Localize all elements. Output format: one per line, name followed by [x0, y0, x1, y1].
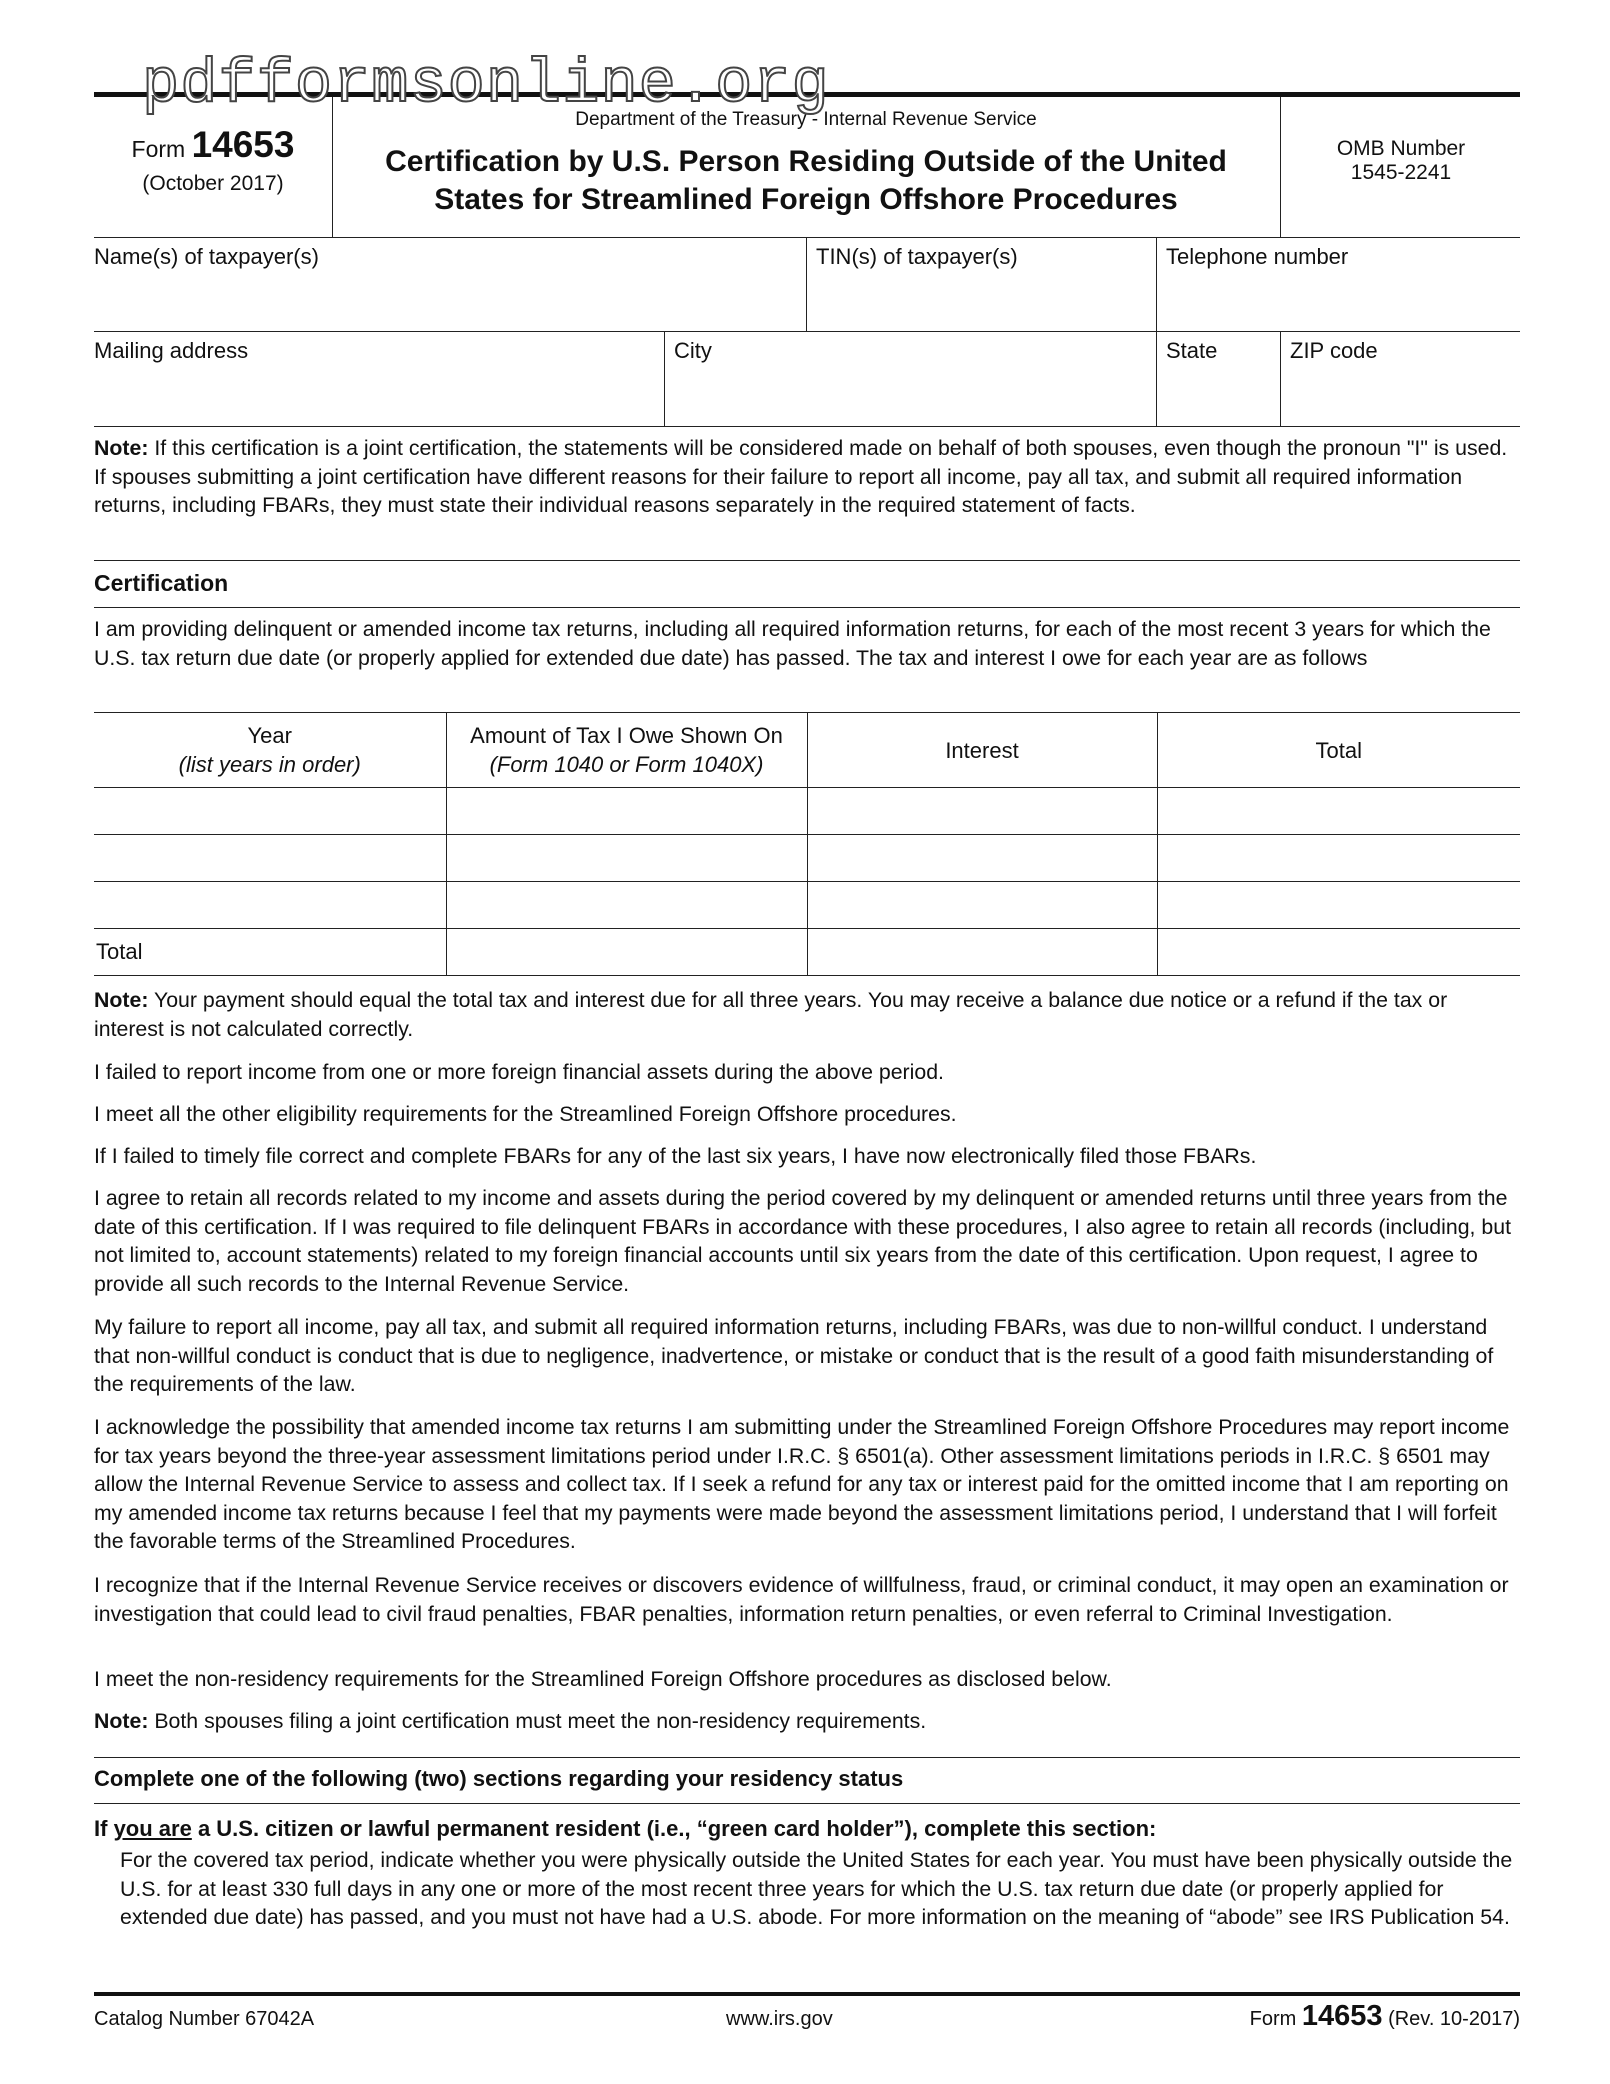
rule-cert-heading-bottom — [94, 607, 1520, 608]
rule-residency-heading-bottom — [94, 1803, 1520, 1804]
total-cell[interactable] — [1157, 788, 1520, 835]
grand-total-cell[interactable] — [1157, 929, 1520, 976]
sub-suffix: a U.S. citizen or lawful permanent resident (i.e., “green card holder”), complete this section: — [191, 1816, 1157, 1841]
divider-tin — [806, 237, 807, 331]
certification-intro: I am providing delinquent or amended income tax returns, including all required information returns, for each of the most recent 3 years for which the U.S. tax return due date (or properly applied for extended due date) has passed. The tax and interest I owe for each year are as follows — [94, 617, 1491, 670]
rule-row2-bottom — [94, 426, 1520, 427]
omb-label: OMB Number — [1336, 137, 1466, 160]
sub-prefix: If — [94, 1816, 114, 1841]
divider-city — [664, 331, 665, 426]
note-text: Both spouses filing a joint certification must meet the non-residency requirements. — [148, 1709, 927, 1733]
form-title — [332, 143, 1280, 219]
interest-cell[interactable] — [807, 788, 1157, 835]
footer-form-word: Form — [1249, 2008, 1297, 2030]
total-tax-cell[interactable] — [446, 929, 807, 976]
omb-number: 1545-2241 — [1350, 161, 1452, 184]
interest-cell[interactable] — [807, 882, 1157, 929]
col-tax-label: Amount of Tax I Owe Shown On — [470, 723, 783, 748]
form-number: 14653 — [191, 124, 295, 165]
bottom-rule — [94, 1992, 1520, 1996]
footer-rev: (Rev. 10-2017) — [1388, 2008, 1520, 2030]
table-total-row — [94, 929, 1520, 976]
certification-heading: Certification — [94, 570, 229, 596]
table-row — [94, 835, 1520, 882]
payment-note — [94, 986, 1520, 1043]
tax-cell[interactable] — [446, 788, 807, 835]
table-row — [94, 788, 1520, 835]
joint-note — [94, 434, 1520, 520]
divider-phone — [1156, 237, 1157, 331]
total-cell[interactable] — [1157, 882, 1520, 929]
footer-form-number: 14653 — [1301, 2000, 1383, 2032]
form-title-line1: Certification by U.S. Person Residing Outside of the United — [385, 145, 1227, 178]
state-field[interactable]: State — [1166, 338, 1218, 363]
omb-box — [1280, 97, 1521, 237]
statement-4: I agree to retain all records related to my income and assets during the period covered by my delinquent or amended returns until three years from the date of this certification. If I was required to file delinquent FBARs in accordance with these procedures, I also agree to retain all records (including, but not limited to, account statements) related to my foreign financial accounts until six years from the date of this certification. Upon request, I agree to provide all such records to the Internal Revenue Service. — [94, 1186, 1511, 1296]
catalog-number: Catalog Number 67042A — [94, 2008, 315, 2030]
col-tax-sub: (Form 1040 or Form 1040X) — [489, 752, 764, 777]
spouses-note — [94, 1707, 1520, 1736]
names-field[interactable]: Name(s) of taxpayer(s) — [94, 244, 319, 269]
city-field[interactable]: City — [674, 338, 712, 363]
col-total: Total — [1157, 713, 1520, 788]
total-row-label: Total — [94, 929, 446, 976]
tin-field[interactable]: TIN(s) of taxpayer(s) — [816, 244, 1018, 269]
col-year-sub: (list years in order) — [178, 752, 361, 777]
statement-2: I meet all the other eligibility requirements for the Streamlined Foreign Offshore procedures. — [94, 1102, 957, 1126]
tax-interest-table — [94, 712, 1520, 976]
sub-underlined: you are — [113, 1816, 192, 1841]
year-cell[interactable] — [94, 788, 446, 835]
tax-cell[interactable] — [446, 835, 807, 882]
statement-6: I acknowledge the possibility that amended income tax returns I am submitting under the Streamlined Foreign Offshore Procedures may report income for tax years beyond the three-year assessment limitations period under I.R.C. § 6501(a). Other assessment limitations periods in I.R.C. § 6501 may allow the Internal Revenue Service to assess and collect tax. If I seek a refund for any tax or interest paid for the omitted income that I am reporting on my amended income tax returns because I feel that my payments were made beyond the assessment limitations period, I understand that I will forfeit the favorable terms of the Streamlined Procedures. — [94, 1415, 1510, 1553]
year-cell[interactable] — [94, 835, 446, 882]
tax-cell[interactable] — [446, 882, 807, 929]
interest-cell[interactable] — [807, 835, 1157, 882]
total-interest-cell[interactable] — [807, 929, 1157, 976]
zip-field[interactable]: ZIP code — [1290, 338, 1378, 363]
watermark: pdfformsonline.org — [142, 49, 830, 120]
total-cell[interactable] — [1157, 835, 1520, 882]
table-row — [94, 882, 1520, 929]
residency-subheading — [94, 1816, 1156, 1842]
form-page — [94, 0, 1520, 2084]
form-word: Form — [131, 136, 186, 162]
col-year — [94, 713, 446, 788]
form-title-line2: States for Streamlined Foreign Offshore Procedures — [434, 183, 1178, 216]
form-number-line — [94, 124, 332, 166]
form-date: (October 2017) — [142, 172, 284, 195]
note-label: Note: — [94, 436, 149, 460]
table-header-row — [94, 713, 1520, 788]
rule-header-bottom — [94, 237, 1520, 238]
col-year-label: Year — [247, 723, 292, 748]
col-interest: Interest — [807, 713, 1157, 788]
department-label: Department of the Treasury - Internal Revenue Service — [575, 109, 1037, 130]
note-text: Your payment should equal the total tax and interest due for all three years. You may receive a balance due notice or a refund if the tax or interest is not calculated correctly. — [94, 988, 1448, 1041]
mailing-address-field[interactable]: Mailing address — [94, 338, 249, 363]
divider-state — [1156, 331, 1157, 426]
note-text: If this certification is a joint certification, the statements will be considered made on behalf of both spouses, even though the pronoun "I" is used. If spouses submitting a joint certification have different reasons for their failure to report all income, pay all tax, and submit all required information returns, including FBARs, they must state their individual reasons separately in the required statement of facts. — [94, 436, 1508, 517]
rule-residency-top — [94, 1757, 1520, 1758]
statement-8: I meet the non-residency requirements for the Streamlined Foreign Offshore procedures as disclosed below. — [94, 1667, 1112, 1691]
telephone-field[interactable]: Telephone number — [1166, 244, 1349, 269]
irs-url: www.irs.gov — [726, 2008, 833, 2030]
statement-1: I failed to report income from one or more foreign financial assets during the above period. — [94, 1060, 944, 1084]
footer-form-id — [1250, 2000, 1520, 2033]
rule-note-bottom — [94, 560, 1520, 561]
note-label: Note: — [94, 1709, 149, 1733]
residency-body: For the covered tax period, indicate whether you were physically outside the United States for each year. You must have been physically outside the U.S. for at least 330 full days in any one or more of the most recent three years for which the U.S. tax return due date (or properly applied for extended due date) has passed, and you must not have had a U.S. abode. For more information on the meaning of “abode” see IRS Publication 54. — [120, 1848, 1513, 1929]
statement-7: I recognize that if the Internal Revenue Service receives or discovers evidence of willfulness, fraud, or criminal conduct, it may open an examination or investigation that could lead to civil fraud penalties, FBAR penalties, information return penalties, or even referral to Criminal Investigation. — [94, 1573, 1509, 1626]
rule-row1-bottom — [94, 331, 1520, 332]
statement-3: If I failed to timely file correct and complete FBARs for any of the last six years, I have now electronically filed those FBARs. — [94, 1144, 1257, 1168]
note-label: Note: — [94, 988, 149, 1012]
statement-5: My failure to report all income, pay all tax, and submit all required information returns, including FBARs, was due to non-willful conduct. I understand that non-willful conduct is conduct that is due to negligence, inadvertence, or mistake or conduct that is the result of a good faith misunderstanding of the requirements of the law. — [94, 1315, 1494, 1396]
residency-heading: Complete one of the following (two) sections regarding your residency status — [94, 1766, 904, 1791]
year-cell[interactable] — [94, 882, 446, 929]
col-tax — [446, 713, 807, 788]
divider-zip — [1280, 331, 1281, 426]
